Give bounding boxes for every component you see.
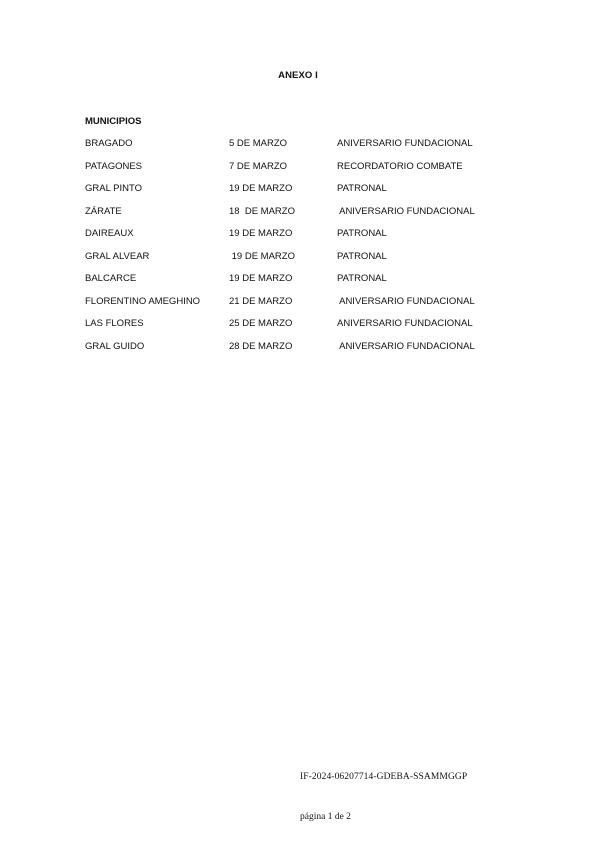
municipio-name: GRAL PINTO [85,183,143,194]
list-item [85,273,535,296]
event-type: ANIVERSARIO FUNDACIONAL [337,295,475,307]
municipio-name: ZÁRATE [85,205,122,217]
list-item [85,341,535,364]
municipio-name: PATAGONES [85,160,143,172]
event-date: 5 DE MARZO [229,138,288,149]
event-date: 18 DE MARZO [229,205,295,217]
document-id: IF-2024-06207714-GDEBA-SSAMMGGP [300,772,468,782]
event-type: PATRONAL [337,250,387,262]
event-type: ANIVERSARIO FUNDACIONAL [337,205,475,217]
list-item [85,251,535,274]
list-item [85,228,535,251]
document-title: ANEXO I [278,70,318,81]
municipio-name: FLORENTINO AMEGHINO [85,295,201,307]
municipios-heading: MUNICIPIOS [85,116,142,127]
event-type: PATRONAL [337,228,387,239]
list-item [85,138,535,161]
list-item [85,183,535,206]
event-type: ANIVERSARIO FUNDACIONAL [337,138,473,149]
page-number: página 1 de 2 [300,812,351,822]
municipio-name: BALCARCE [85,273,137,284]
municipio-name: LAS FLORES [85,318,144,329]
event-type: RECORDATORIO COMBATE [337,160,463,172]
event-date: 28 DE MARZO [229,340,293,352]
event-type: PATRONAL [337,273,387,284]
list-item [85,161,535,184]
list-item [85,318,535,341]
list-item [85,296,535,319]
municipios-list [85,138,535,363]
municipio-name: BRAGADO [85,138,133,149]
event-type: ANIVERSARIO FUNDACIONAL [337,340,475,352]
municipio-name: DAIREAUX [85,228,134,239]
list-item [85,206,535,229]
municipio-name: GRAL ALVEAR [85,250,150,262]
event-date: 25 DE MARZO [229,318,293,329]
event-type: ANIVERSARIO FUNDACIONAL [337,318,473,329]
event-date: 19 DE MARZO [229,273,293,284]
event-type: PATRONAL [337,183,387,194]
event-date: 7 DE MARZO [229,160,288,172]
event-date: 19 DE MARZO [229,183,293,194]
event-date: 19 DE MARZO [229,250,295,262]
municipio-name: GRAL GUIDO [85,340,145,352]
event-date: 19 DE MARZO [229,228,293,239]
event-date: 21 DE MARZO [229,295,293,307]
